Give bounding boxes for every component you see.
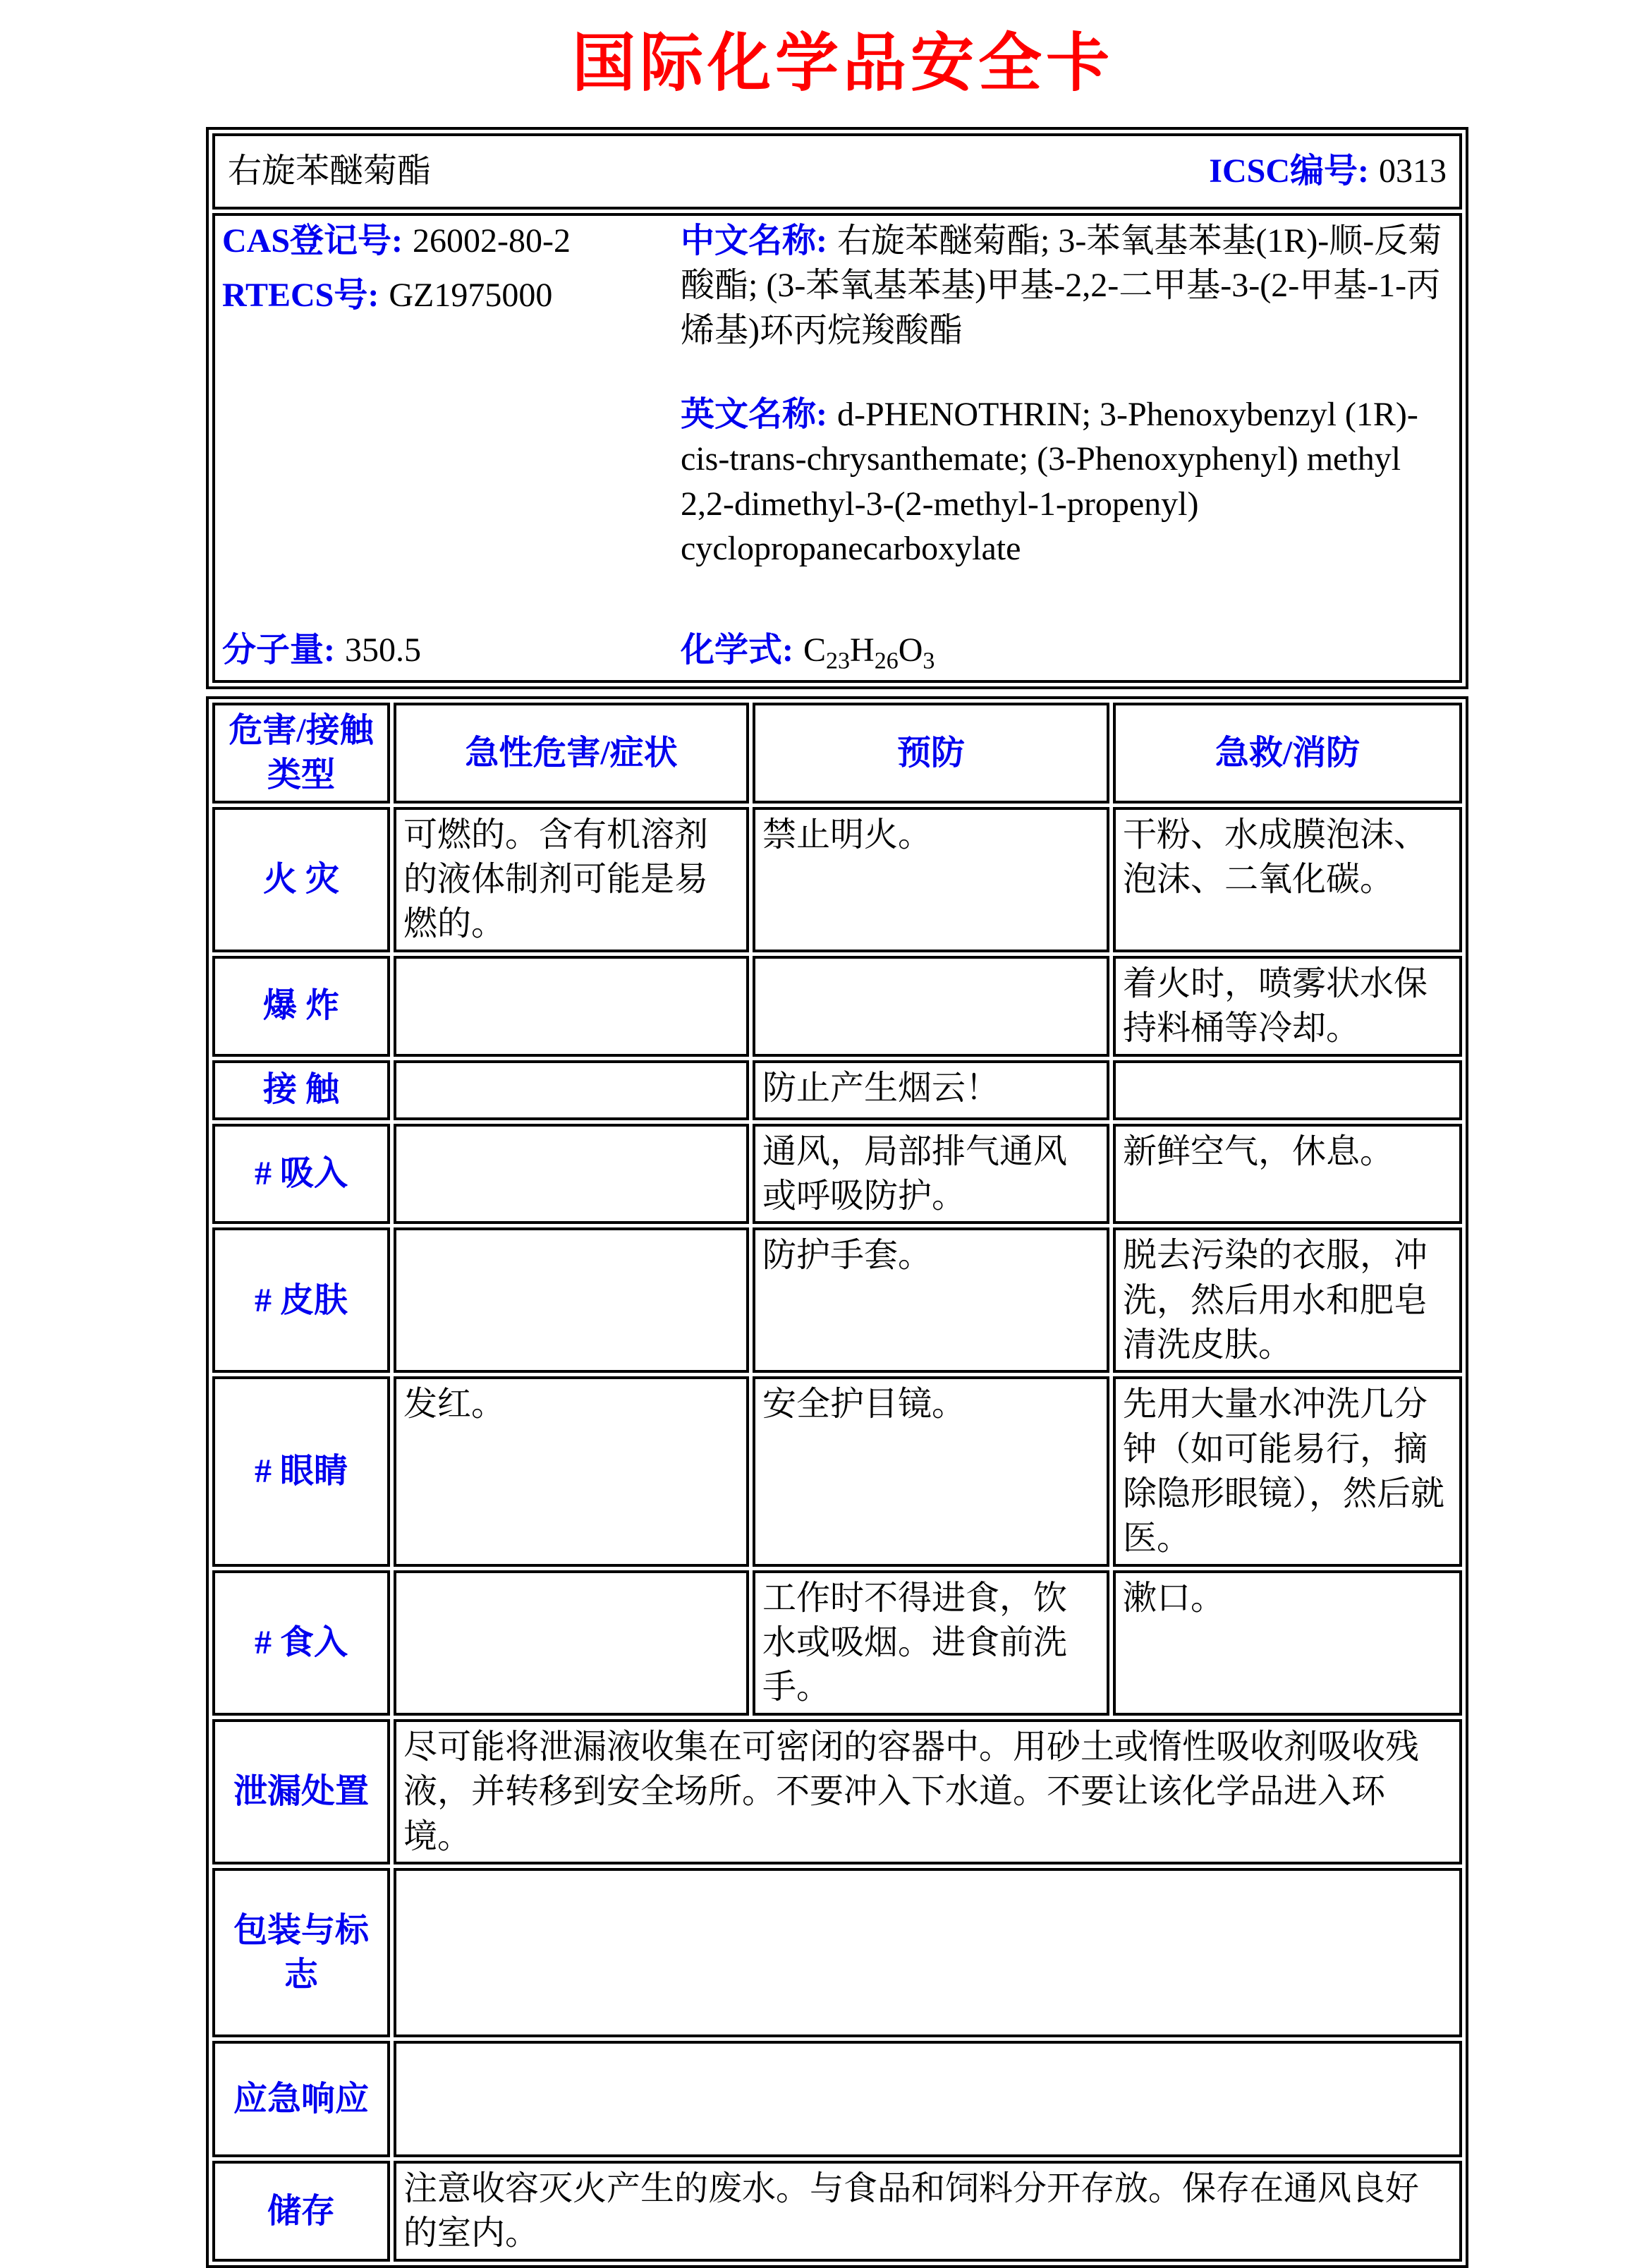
english-name-value: d-PHENOTHRIN; 3-Phenoxybenzyl (1R)-cis-trans-chrysanthemate; (3-Phenoxyphenyl) methyl 2,2-dimethyl-3-(2-methyl-1-propenyl) cyclopropanecarboxylate (681, 396, 1418, 568)
table-row-packaging-labelling (212, 1868, 1462, 2037)
table-row-explosion (212, 956, 1462, 1057)
row-label: 爆 炸 (212, 956, 390, 1057)
row-label: 泄漏处置 (212, 1719, 390, 1864)
molecular-weight-value: 350.5 (345, 631, 421, 669)
table-row-emergency-response (212, 2041, 1462, 2157)
column-header-acute-symptoms: 急性危害/症状 (394, 703, 749, 803)
prevention-cell (753, 956, 1109, 1057)
chemical-formula-label: 化学式: (681, 631, 793, 669)
chemical-formula-value: $C_{23}H_{26}O_3$ (803, 631, 935, 674)
firstaid-cell: 漱口。 (1113, 1570, 1462, 1716)
english-name-paragraph (681, 392, 1452, 571)
symptoms-cell: 可燃的。含有机溶剂的液体制剂可能是易燃的。 (394, 807, 749, 952)
table-row-skin (212, 1227, 1462, 1373)
column-header-prevention: 预防 (753, 703, 1109, 803)
icsc-number-value: 0313 (1379, 152, 1447, 190)
icsc-number-group (1209, 149, 1447, 193)
firstaid-cell: 新鲜空气，休息。 (1113, 1124, 1462, 1225)
symptoms-cell (394, 1124, 749, 1225)
row-label: # 食入 (212, 1570, 390, 1716)
hazard-table (206, 696, 1468, 2268)
identifiers-row (212, 213, 1462, 683)
row-label: 接 触 (212, 1060, 390, 1120)
registry-numbers-block (222, 219, 681, 571)
symptoms-cell (394, 1060, 749, 1120)
molecular-weight-label: 分子量: (222, 631, 335, 669)
table-row-inhalation (212, 1124, 1462, 1225)
prevention-cell: 防护手套。 (753, 1227, 1109, 1373)
table-row-exposure (212, 1060, 1462, 1120)
cas-number-line (222, 219, 681, 263)
span-content-cell: 注意收容灭火产生的废水。与食品和饲料分开存放。保存在通风良好的室内。 (394, 2161, 1462, 2262)
chinese-name-label: 中文名称: (681, 222, 827, 260)
prevention-cell: 安全护目镜。 (753, 1376, 1109, 1566)
card-content (206, 127, 1468, 2268)
rtecs-label: RTECS号: (222, 277, 379, 315)
cas-label: CAS登记号: (222, 222, 403, 260)
column-header-firstaid-firefighting: 急救/消防 (1113, 703, 1462, 803)
prevention-cell: 禁止明火。 (753, 807, 1109, 952)
symptoms-cell (394, 956, 749, 1057)
table-row-storage (212, 2161, 1462, 2262)
table-row-ingestion (212, 1570, 1462, 1716)
firstaid-cell: 着火时，喷雾状水保持料桶等冷却。 (1113, 956, 1462, 1057)
column-header-hazard-type: 危害/接触类型 (212, 703, 390, 803)
table-row-spill-disposal (212, 1719, 1462, 1864)
prevention-cell: 防止产生烟云！ (753, 1060, 1109, 1120)
prevention-cell: 通风，局部排气通风或呼吸防护。 (753, 1124, 1109, 1225)
chemical-name: 右旋苯醚菊酯 (228, 152, 432, 190)
rtecs-number-line (222, 273, 681, 317)
row-label: # 眼睛 (212, 1376, 390, 1566)
page-title: 国际化学品安全卡 (572, 29, 1114, 99)
firstaid-cell: 先用大量水冲洗几分钟（如可能易行，摘除隐形眼镜），然后就医。 (1113, 1376, 1462, 1566)
table-row-fire (212, 807, 1462, 952)
row-label: 储存 (212, 2161, 390, 2262)
chemical-formula-line (681, 628, 1452, 677)
cas-value: 26002-80-2 (413, 222, 571, 260)
symptoms-cell (394, 1227, 749, 1373)
molecular-weight-line (222, 628, 681, 677)
firstaid-cell (1113, 1060, 1462, 1120)
table-row-eyes (212, 1376, 1462, 1566)
span-content-cell: 尽可能将泄漏液收集在可密闭的容器中。用砂土或惰性吸收剂吸收残液，并转移到安全场所。不要冲入下水道。不要让该化学品进入环境。 (394, 1719, 1462, 1864)
english-name-label: 英文名称: (681, 396, 827, 434)
rtecs-value: GZ1975000 (389, 277, 553, 315)
chinese-name-value: 右旋苯醚菊酯; 3-苯氧基苯基(1R)-顺-反菊酸酯; (3-苯氧基苯基)甲基-2,2-二甲基-3-(2-甲基-1-丙烯基)环丙烷羧酸酯 (681, 222, 1442, 349)
chemical-names-block (681, 219, 1452, 571)
identification-table (206, 127, 1468, 689)
hazard-table-header-row (212, 703, 1462, 803)
span-content-cell (394, 2041, 1462, 2157)
chinese-name-paragraph (681, 219, 1452, 353)
firstaid-cell: 脱去污染的衣服，冲洗，然后用水和肥皂清洗皮肤。 (1113, 1227, 1462, 1373)
symptoms-cell: 发红。 (394, 1376, 749, 1566)
symptoms-cell (394, 1570, 749, 1716)
icsc-number-label: ICSC编号: (1209, 152, 1369, 190)
row-label: 包装与标志 (212, 1868, 390, 2037)
row-label: # 皮肤 (212, 1227, 390, 1373)
span-content-cell (394, 1868, 1462, 2037)
prevention-cell: 工作时不得进食，饮水或吸烟。进食前洗手。 (753, 1570, 1109, 1716)
name-icsc-row (212, 133, 1462, 210)
row-label: # 吸入 (212, 1124, 390, 1225)
firstaid-cell: 干粉、水成膜泡沫、泡沫、二氧化碳。 (1113, 807, 1462, 952)
row-label: 火 灾 (212, 807, 390, 952)
row-label: 应急响应 (212, 2041, 390, 2157)
